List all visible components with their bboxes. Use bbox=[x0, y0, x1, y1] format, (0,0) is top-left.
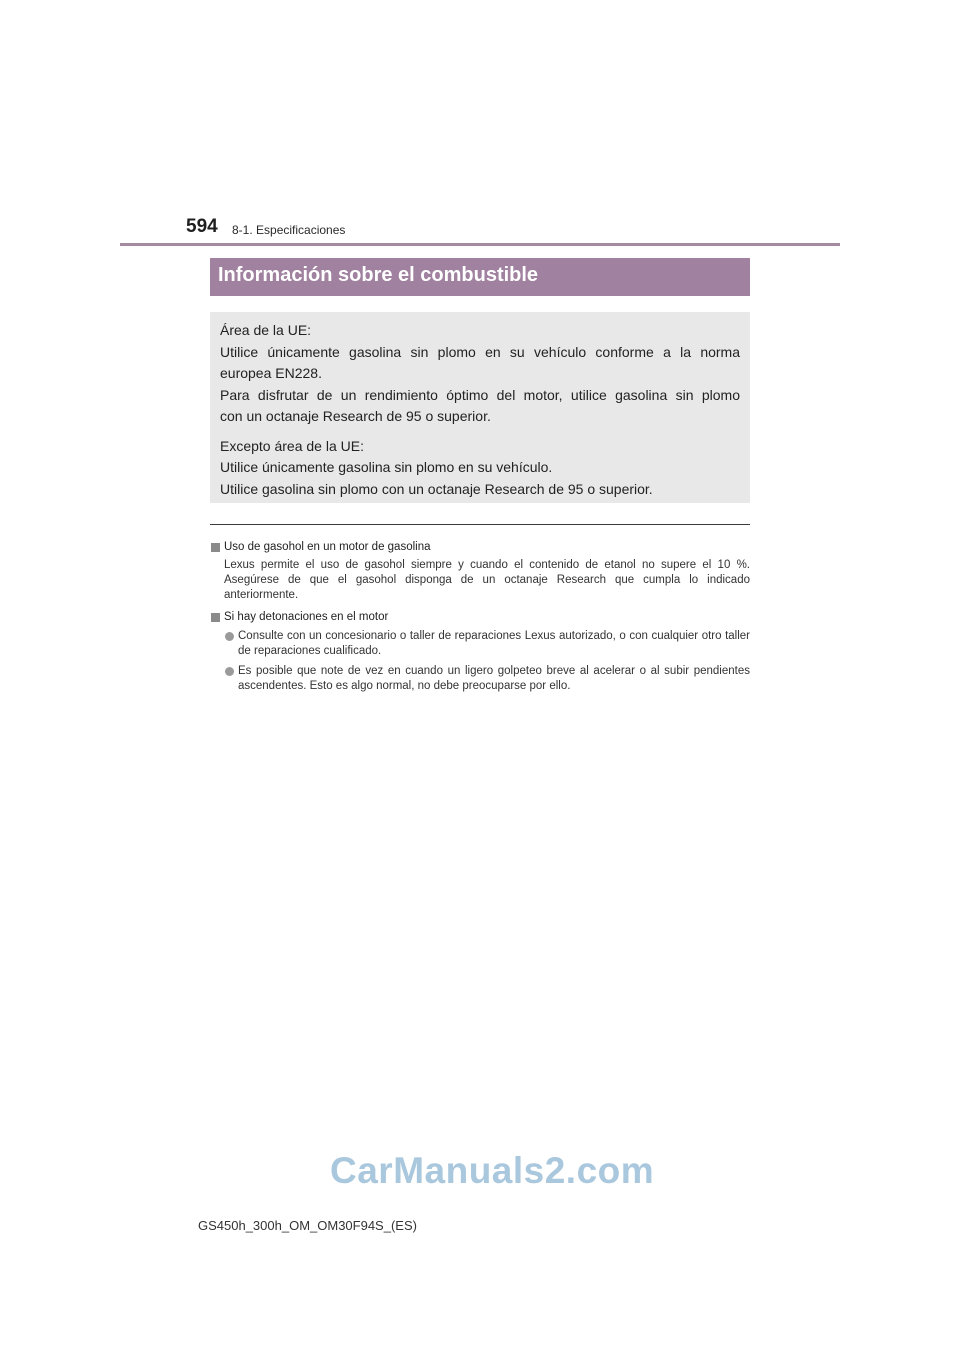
page-number: 594 bbox=[186, 216, 218, 237]
section-title-bar bbox=[210, 258, 750, 296]
eu-line-4: con un octanaje Research de 95 o superior. bbox=[220, 408, 491, 424]
watermark: CarManuals2.com bbox=[330, 1150, 655, 1191]
content-divider bbox=[210, 524, 750, 525]
fuel-info-box bbox=[210, 312, 750, 503]
footer-document-code: GS450h_300h_OM_OM30F94S_(ES) bbox=[198, 1218, 417, 1233]
note-heading-gasohol bbox=[210, 540, 750, 555]
eu-line-1: Utilice únicamente gasolina sin plomo en su vehículo conforme a la norma bbox=[220, 343, 740, 360]
knock-bullet-2-text: Es posible que note de vez en cuando un ligero golpeteo breve al acelerar o al subir pendientes ascendentes. Esto es algo normal, no debe preocuparse por ello. bbox=[238, 665, 750, 692]
note-heading-knock bbox=[210, 610, 750, 625]
header-rule bbox=[120, 243, 840, 246]
notes-section bbox=[210, 536, 750, 699]
knock-bullet-1 bbox=[210, 629, 750, 659]
note-body-gasohol: Lexus permite el uso de gasohol siempre y cuando el contenido de etanol no supere el 10 %. Asegúrese de que el gasohol disponga de un octanaje Research que cumpla lo indicado anteriormente. bbox=[224, 559, 750, 601]
non-eu-line-1: Utilice únicamente gasolina sin plomo en su vehículo. bbox=[220, 459, 553, 475]
eu-line-3: Para disfrutar de un rendimiento óptimo del motor, utilice gasolina sin plomo bbox=[220, 386, 740, 403]
square-bullet-icon bbox=[211, 543, 220, 552]
eu-heading: Área de la UE: bbox=[220, 322, 312, 338]
square-bullet-icon bbox=[211, 613, 220, 622]
section-label: 8-1. Especificaciones bbox=[232, 223, 346, 237]
knock-bullet-2 bbox=[210, 664, 750, 694]
note-heading-knock-text: Si hay detonaciones en el motor bbox=[224, 611, 389, 623]
section-title: Información sobre el combustible bbox=[218, 264, 539, 286]
non-eu-line-2: Utilice gasolina sin plomo con un octanaje Research de 95 o superior. bbox=[220, 480, 653, 497]
note-heading-gasohol-text: Uso de gasohol en un motor de gasolina bbox=[224, 541, 431, 553]
round-bullet-icon bbox=[225, 667, 234, 676]
knock-bullet-1-text: Consulte con un concesionario o taller de reparaciones Lexus autorizado, o con cualquier otro taller de reparaciones cualificado. bbox=[238, 630, 750, 657]
round-bullet-icon bbox=[225, 632, 234, 641]
eu-line-2: europea EN228. bbox=[220, 365, 322, 381]
non-eu-heading: Excepto área de la UE: bbox=[220, 437, 364, 454]
